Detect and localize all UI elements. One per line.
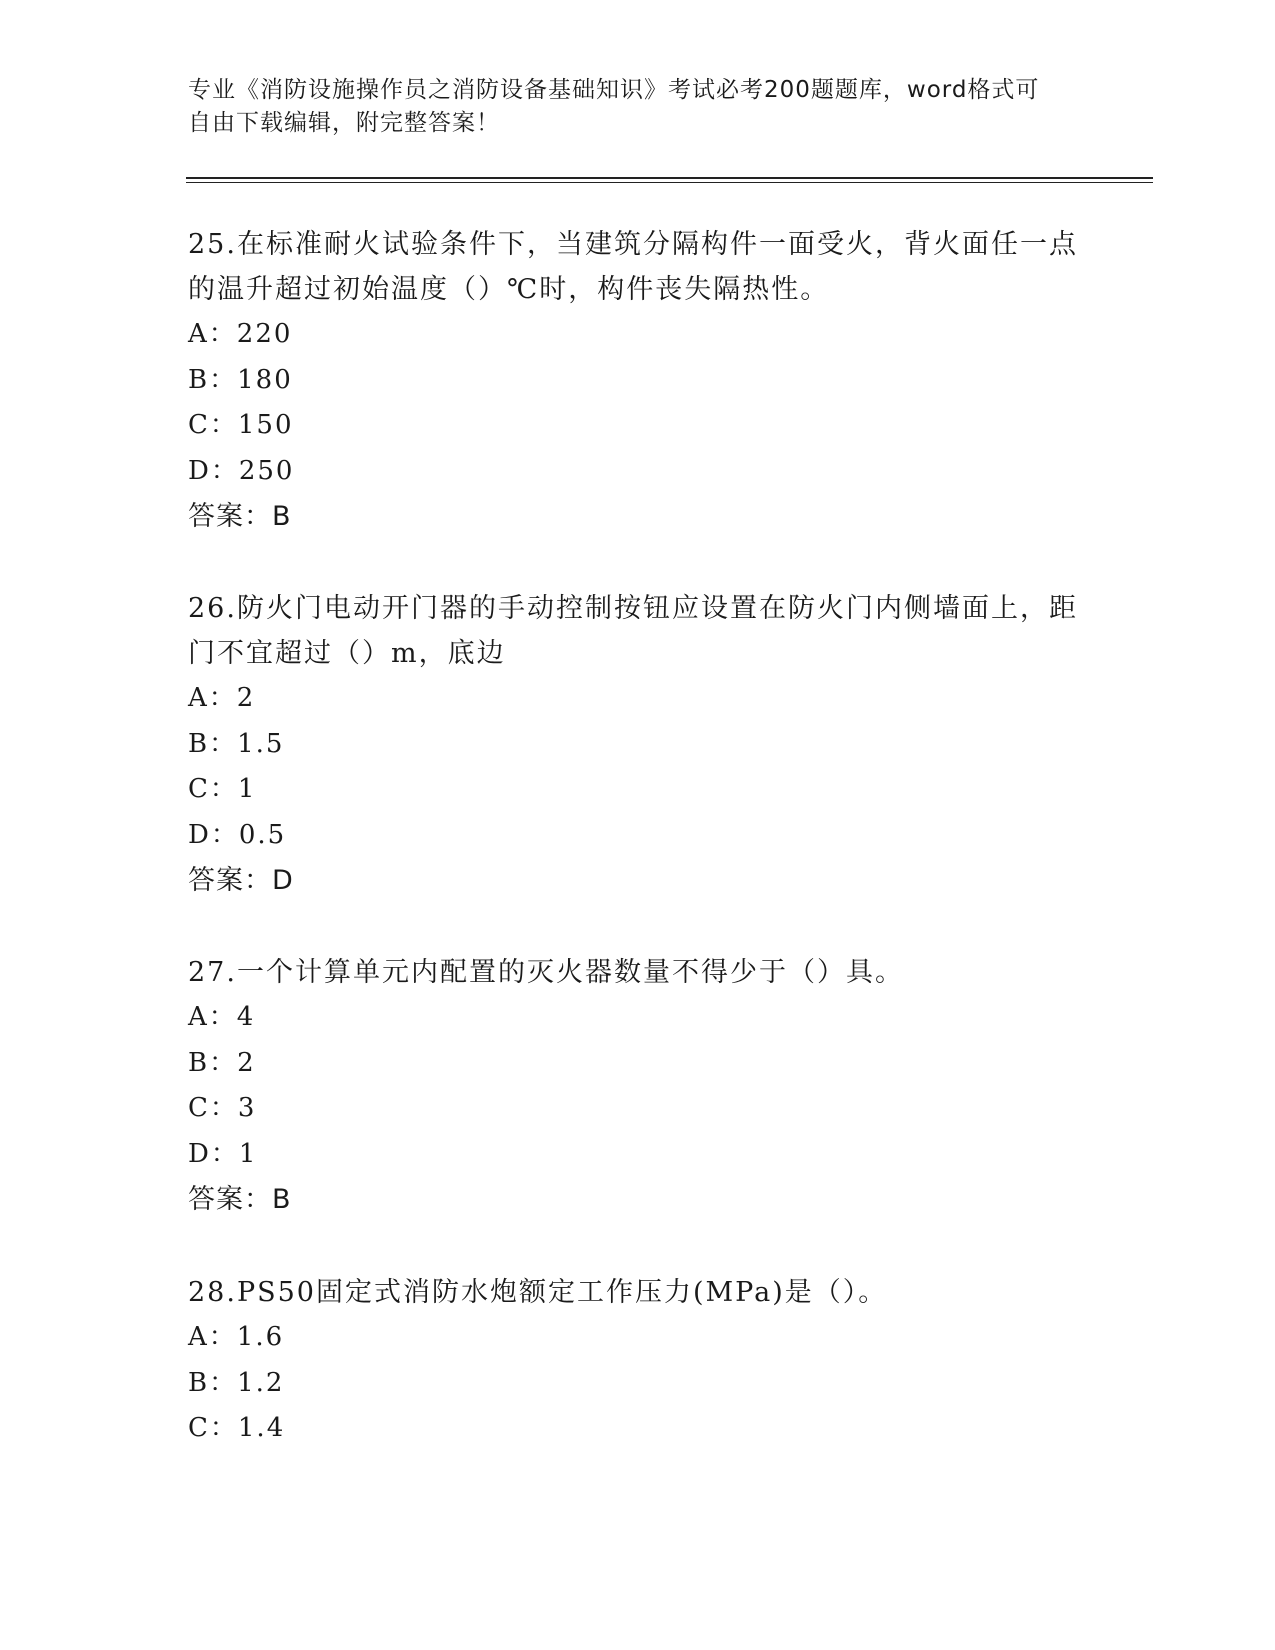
- option-b: B：1.5: [188, 728, 285, 759]
- question-26: [188, 586, 1088, 904]
- answer-line: 答案：D: [188, 865, 294, 896]
- answer-line: 答案：B: [188, 501, 292, 532]
- question-28: [188, 1270, 1088, 1452]
- question-text-line-1: 25.在标准耐火试验条件下，当建筑分隔构件一面受火，背火面任一点: [188, 229, 1078, 260]
- option-d: D：1: [188, 1138, 258, 1169]
- option-a: A：220: [188, 319, 293, 349]
- option-d: D：250: [188, 455, 295, 486]
- option-a: A：4: [188, 1002, 256, 1032]
- answer-line: 答案：B: [188, 1184, 292, 1215]
- option-c: C：150: [188, 410, 294, 440]
- option-a: A：1.6: [188, 1322, 285, 1352]
- question-text-line-1: 26.防火门电动开门器的手动控制按钮应设置在防火门内侧墙面上，距: [188, 593, 1078, 624]
- option-d: D：0.5: [188, 819, 287, 850]
- option-b: B：2: [188, 1047, 256, 1078]
- question-text-line-1: 28.PS50固定式消防水炮额定工作压力(MPa)是（）。: [188, 1277, 888, 1308]
- question-text-line-2: 门不宜超过（）m，底边: [188, 638, 506, 669]
- header-line-1: 专业《消防设施操作员之消防设备基础知识》考试必考200题题库，word格式可: [188, 77, 1040, 103]
- question-text-line-2: 的温升超过初始温度（）℃时，构件丧失隔热性。: [188, 274, 830, 305]
- option-c: C：1: [188, 774, 257, 804]
- option-b: B：180: [188, 364, 293, 395]
- option-a: A：2: [188, 683, 256, 713]
- question-27: [188, 950, 1088, 1223]
- question-text-line-1: 27.一个计算单元内配置的灭火器数量不得少于（）具。: [188, 957, 904, 988]
- option-c: C：3: [188, 1093, 257, 1123]
- option-b: B：1.2: [188, 1367, 285, 1398]
- header-line-2: 自由下载编辑，附完整答案！: [188, 110, 500, 136]
- question-25: [188, 222, 1088, 540]
- option-c: C：1.4: [188, 1413, 286, 1443]
- header-divider: [186, 177, 1153, 183]
- document-header: [188, 74, 1088, 140]
